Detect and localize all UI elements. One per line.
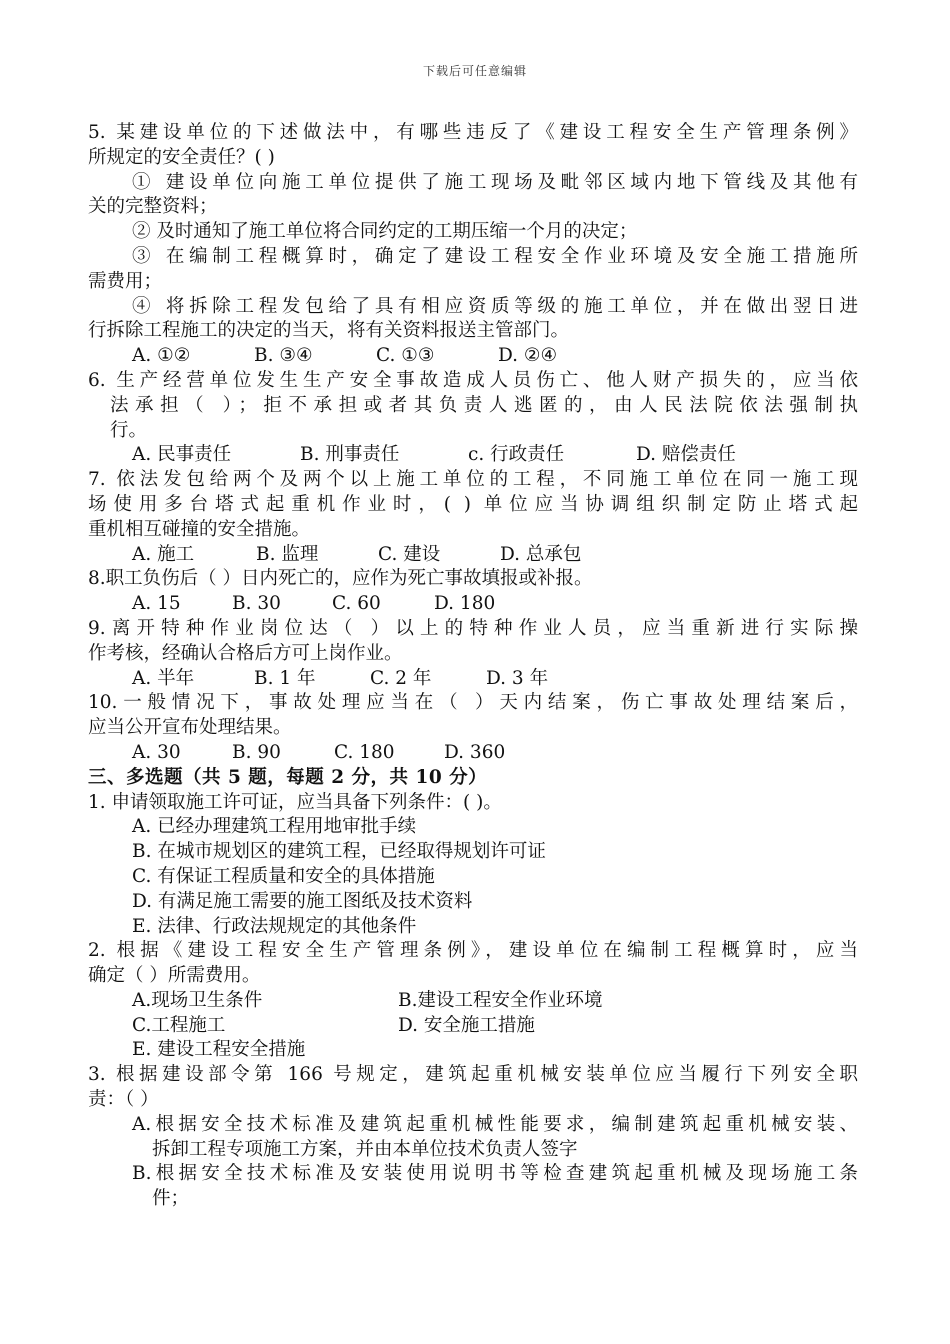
question-10-options bbox=[88, 741, 858, 766]
question-5-options bbox=[88, 344, 858, 369]
option-c: C. 建设 bbox=[378, 543, 441, 565]
question-6-options bbox=[88, 443, 858, 468]
option-a: A.现场卫生条件 bbox=[132, 989, 263, 1011]
question-7-stem-line-1: 7. 依法发包给两个及两个以上施工单位的工程，不同施工单位在同一施工现 bbox=[88, 469, 858, 491]
question-7 bbox=[88, 468, 858, 567]
question-6 bbox=[88, 369, 858, 468]
mc-question-3-stem-line-1: 3. 根据建设部令第 166 号规定，建筑起重机械安装单位应当履行下列安全职 bbox=[88, 1064, 858, 1086]
option-a: A. 施工 bbox=[132, 543, 195, 565]
question-6-stem-line-1: 6. 生产经营单位发生生产安全事故造成人员伤亡、他人财产损失的，应当依 bbox=[88, 369, 858, 391]
option-a: A. ①② bbox=[132, 345, 191, 367]
option-b: B. 90 bbox=[232, 741, 281, 763]
mc-question-3-stem-line-2: 责：（ ） bbox=[88, 1089, 159, 1111]
question-7-stem-line-3: 重机相互碰撞的安全措施。 bbox=[88, 518, 311, 540]
mc-question-1 bbox=[88, 791, 858, 940]
mc-question-1-option-c: C. 有保证工程质量和安全的具体措施 bbox=[132, 865, 435, 887]
question-5-item-3-line-2: 需费用； bbox=[88, 270, 163, 292]
option-a: A. 民事责任 bbox=[132, 444, 232, 466]
document-body bbox=[88, 121, 858, 1212]
mc-question-1-option-d: D. 有满足施工需要的施工图纸及技术资料 bbox=[132, 890, 473, 912]
mc-question-2-stem-line-2: 确定（ ）所需费用。 bbox=[88, 965, 261, 987]
mc-question-1-option-e: E. 法律、行政法规规定的其他条件 bbox=[132, 915, 417, 937]
question-9 bbox=[88, 617, 858, 691]
question-5-item-2: ② 及时通知了施工单位将合同约定的工期压缩一个月的决定； bbox=[132, 221, 638, 243]
option-b: B. 监理 bbox=[256, 543, 319, 565]
mc-question-1-option-b: B. 在城市规划区的建筑工程，已经取得规划许可证 bbox=[132, 841, 546, 863]
option-c: C. 2 年 bbox=[370, 667, 432, 689]
question-5-item-3-line-1: ③ 在编制工程概算时，确定了建设工程安全作业环境及安全施工措施所 bbox=[132, 245, 858, 267]
question-6-stem-line-3: 行。 bbox=[110, 419, 148, 441]
option-d: D. 安全施工措施 bbox=[398, 1014, 535, 1036]
mc-question-3 bbox=[88, 1063, 858, 1212]
question-10-stem-line-1: 10.一般情况下，事故处理应当在（ ）天内结案，伤亡事故处理结案后， bbox=[88, 692, 858, 714]
option-c: C.工程施工 bbox=[132, 1014, 226, 1036]
mc-question-3-option-a-line-2: 拆卸工程专项施工方案，并由本单位技术负责人签字 bbox=[152, 1138, 578, 1160]
option-c: c. 行政责任 bbox=[468, 444, 565, 466]
question-9-options bbox=[88, 667, 858, 692]
question-5-item-4-line-1: ④ 将拆除工程发包给了具有相应资质等级的施工单位，并在做出翌日进 bbox=[132, 295, 858, 317]
question-9-stem-line-1: 9.离开特种作业岗位达（ ）以上的特种作业人员，应当重新进行实际操 bbox=[88, 617, 858, 639]
option-d: D. 360 bbox=[444, 741, 506, 763]
option-b: B. 刑事责任 bbox=[300, 444, 400, 466]
option-d: D. 3 年 bbox=[486, 667, 549, 689]
mc-question-3-option-a-line-1: A.根据安全技术标准及建筑起重机械性能要求，编制建筑起重机械安装、 bbox=[132, 1113, 858, 1135]
option-b: B. ③④ bbox=[254, 345, 313, 367]
mc-question-2 bbox=[88, 939, 858, 1063]
mc-question-1-option-a: A. 已经办理建筑工程用地审批手续 bbox=[132, 816, 417, 838]
option-b: B.建设工程安全作业环境 bbox=[398, 989, 603, 1011]
question-5 bbox=[88, 121, 858, 369]
question-7-options bbox=[88, 543, 858, 568]
option-a: A. 30 bbox=[132, 741, 181, 763]
question-5-item-1-line-2: 关的完整资料； bbox=[88, 196, 218, 218]
question-5-stem-line-1: 5. 某建设单位的下述做法中，有哪些违反了《建设工程安全生产管理条例》 bbox=[88, 122, 858, 143]
option-d: D. 赔偿责任 bbox=[636, 444, 736, 466]
question-5-stem-line-2: 所规定的安全责任？( ) bbox=[88, 146, 275, 168]
question-7-stem-line-2: 场使用多台塔式起重机作业时，( ) 单位应当协调组织制定防止塔式起 bbox=[88, 493, 858, 515]
mc-question-2-options-row-1 bbox=[88, 989, 858, 1014]
option-a: A. 半年 bbox=[132, 667, 195, 689]
mc-question-1-stem: 1. 申请领取施工许可证，应当具备下列条件：( )。 bbox=[88, 791, 502, 813]
question-6-stem-line-2: 法承担（ ）；拒不承担或者其负责人逃匿的，由人民法院依法强制执 bbox=[110, 394, 858, 416]
option-c: C. 60 bbox=[332, 593, 381, 615]
option-b: B. 1 年 bbox=[254, 667, 316, 689]
option-b: B. 30 bbox=[232, 593, 281, 615]
question-10 bbox=[88, 691, 858, 765]
question-8 bbox=[88, 567, 858, 617]
option-c: C. 180 bbox=[334, 741, 395, 763]
option-d: D. 总承包 bbox=[500, 543, 582, 565]
mc-question-3-option-b-line-2: 件； bbox=[152, 1188, 190, 1210]
question-8-stem: 8.职工负伤后（ ）日内死亡的，应作为死亡事故填报或补报。 bbox=[88, 568, 593, 590]
question-5-item-1-line-1: ① 建设单位向施工单位提供了施工现场及毗邻区域内地下管线及其他有 bbox=[132, 171, 858, 193]
mc-question-3-option-b-line-1: B.根据安全技术标准及安装使用说明书等检查建筑起重机械及现场施工条 bbox=[132, 1163, 858, 1185]
mc-question-2-option-e: E. 建设工程安全措施 bbox=[132, 1039, 306, 1061]
mc-question-2-options-row-2 bbox=[88, 1014, 858, 1039]
question-8-options bbox=[88, 592, 858, 617]
option-d: D. ②④ bbox=[498, 345, 558, 367]
question-10-stem-line-2: 应当公开宣布处理结果。 bbox=[88, 717, 292, 739]
option-d: D. 180 bbox=[434, 593, 496, 615]
mc-question-2-stem-line-1: 2. 根据《建设工程安全生产管理条例》，建设单位在编制工程概算时，应当 bbox=[88, 940, 858, 962]
question-9-stem-line-2: 作考核，经确认合格后方可上岗作业。 bbox=[88, 642, 403, 664]
question-5-item-4-line-2: 行拆除工程施工的决定的当天，将有关资料报送主管部门。 bbox=[88, 320, 570, 342]
option-c: C. ①③ bbox=[376, 345, 435, 367]
page-header: 下载后可任意编辑 bbox=[422, 64, 527, 78]
section-heading-multiple-choice: 三、多选题（共 5 题，每题 2 分，共 10 分） bbox=[88, 766, 488, 788]
option-a: A. 15 bbox=[132, 593, 181, 615]
